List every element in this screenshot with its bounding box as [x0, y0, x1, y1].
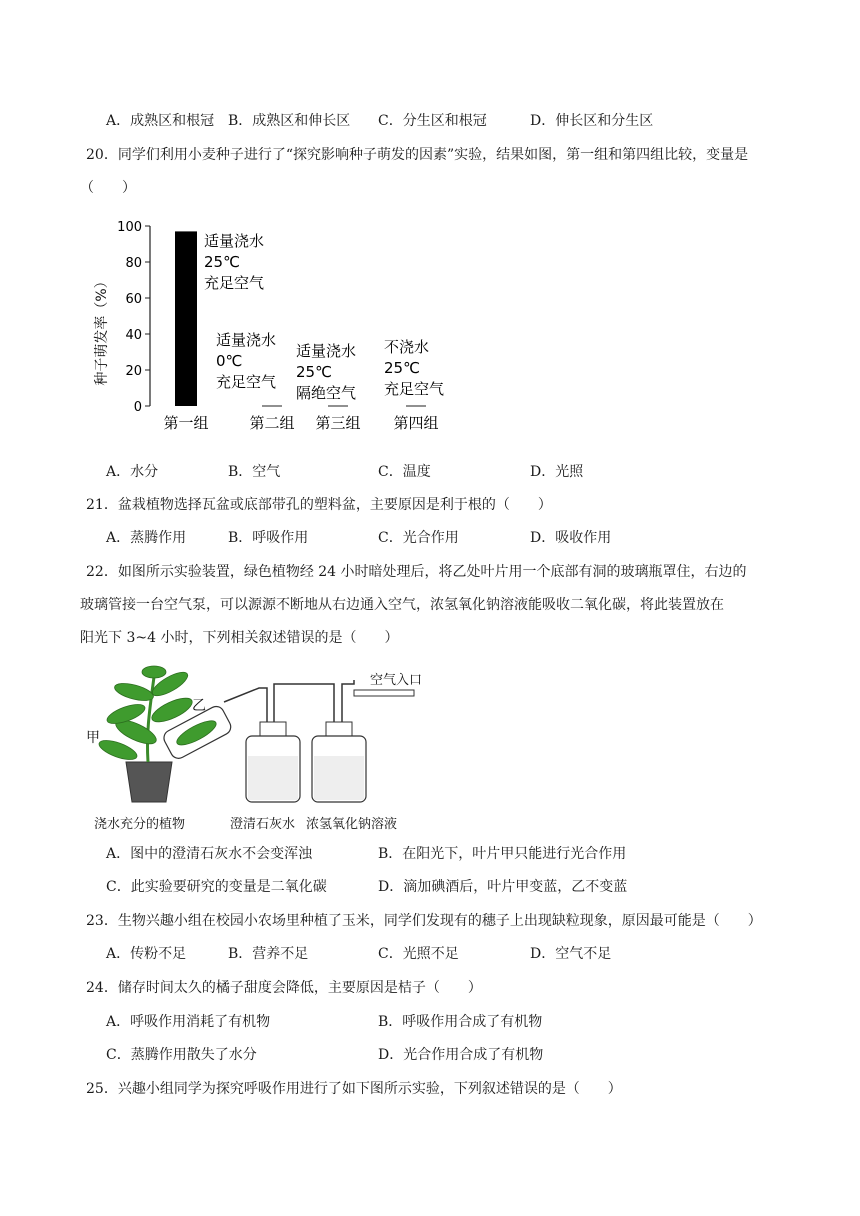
option-c: C．分生区和根冠 — [378, 113, 487, 129]
naoh-bottle — [312, 722, 366, 802]
y-tick-label: 0 — [133, 400, 142, 415]
option-d: D．空气不足 — [530, 946, 612, 962]
plant-label: 浇水充分的植物 — [94, 817, 186, 832]
question-24-stem: 24．储存时间太久的橘子甜度会降低，主要原因是桔子（ ） — [86, 980, 482, 996]
air-inlet-label: 空气入口 — [370, 673, 423, 688]
category-label: 第四组 — [393, 414, 439, 432]
question-21-stem: 21．盆栽植物选择瓦盆或底部带孔的塑料盆，主要原因是利于根的（ ） — [86, 497, 552, 513]
y-tick-label: 20 — [125, 364, 142, 379]
germination-bar-chart — [86, 212, 466, 442]
category-label: 第二组 — [249, 414, 295, 432]
limewater-label: 澄清石灰水 — [230, 817, 296, 832]
condition-label: 充足空气 — [384, 380, 445, 398]
limewater-bottle — [246, 722, 300, 802]
flower-pot — [126, 762, 172, 802]
option-b: B．呼吸作用合成了有机物 — [378, 1014, 543, 1030]
question-20-stem-line2: （ ） — [80, 180, 136, 196]
option-d: D．滴加碘酒后，叶片甲变蓝，乙不变蓝 — [378, 879, 628, 895]
air-inlet-tube — [354, 690, 414, 696]
condition-label: 0℃ — [216, 352, 243, 370]
option-b: B．成熟区和伸长区 — [228, 113, 351, 129]
connecting-tube — [342, 680, 354, 722]
option-a: A．呼吸作用消耗了有机物 — [106, 1014, 271, 1030]
option-a: A．成熟区和根冠 — [106, 113, 215, 129]
option-d: D．光照 — [530, 464, 584, 480]
option-c: C．温度 — [378, 464, 431, 480]
option-b: B．空气 — [228, 464, 281, 480]
option-c: C．光合作用 — [378, 530, 459, 546]
option-c: C．光照不足 — [378, 946, 459, 962]
bar — [175, 231, 197, 406]
leaf-yi-label: 乙 — [192, 698, 206, 714]
question-25-stem: 25．兴趣小组同学为探究呼吸作用进行了如下图所示实验，下列叙述错误的是（ ） — [86, 1081, 622, 1097]
condition-label: 25℃ — [384, 359, 420, 377]
question-22-stem-line1: 22．如图所示实验装置，绿色植物经 24 小时暗处理后，将乙处叶片用一个底部有洞的玻璃瓶罩住，右边的 — [86, 564, 747, 580]
condition-label: 适量浇水 — [296, 342, 357, 360]
y-tick-label: 100 — [117, 220, 142, 235]
option-c: C．蒸腾作用散失了水分 — [106, 1047, 257, 1063]
option-b: B．营养不足 — [228, 946, 309, 962]
experiment-apparatus-figure — [84, 662, 434, 834]
question-22-stem-line2: 玻璃管接一台空气泵，可以源源不断地从右边通入空气，浓氢氧化钠溶液能吸收二氧化碳，将此装置放在 — [80, 597, 724, 613]
y-tick-label: 80 — [125, 256, 142, 271]
naoh-label: 浓氢氧化钠溶液 — [306, 817, 398, 832]
condition-label: 不浇水 — [384, 338, 430, 356]
condition-label: 25℃ — [296, 363, 332, 381]
option-b: B．呼吸作用 — [228, 530, 309, 546]
condition-label: 25℃ — [204, 253, 240, 271]
leaf-jia-label: 甲 — [86, 730, 100, 746]
option-c: C．此实验要研究的变量是二氧化碳 — [106, 879, 327, 895]
option-d: D．光合作用合成了有机物 — [378, 1047, 544, 1063]
y-tick-label: 60 — [125, 292, 142, 307]
option-a: A．传粉不足 — [106, 946, 187, 962]
y-axis-label: 种子萌发率（%） — [94, 274, 110, 386]
condition-label: 充足空气 — [204, 274, 265, 292]
category-label: 第三组 — [315, 414, 361, 432]
option-b: B．在阳光下，叶片甲只能进行光合作用 — [378, 846, 627, 862]
connecting-tube — [224, 688, 267, 722]
option-a: A．蒸腾作用 — [106, 530, 187, 546]
category-label: 第一组 — [163, 414, 209, 432]
condition-label: 适量浇水 — [216, 331, 277, 349]
y-tick-label: 40 — [125, 328, 142, 343]
option-d: D．吸收作用 — [530, 530, 612, 546]
condition-label: 适量浇水 — [204, 232, 265, 250]
option-a: A．图中的澄清石灰水不会变浑浊 — [106, 846, 313, 862]
question-22-stem-line3: 阳光下 3~4 小时，下列相关叙述错误的是（ ） — [80, 630, 399, 646]
question-23-stem: 23．生物兴趣小组在校园小农场里种植了玉米，同学们发现有的穗子上出现缺粒现象，原因最可能是（ ） — [86, 913, 762, 929]
option-d: D．伸长区和分生区 — [530, 113, 654, 129]
condition-label: 充足空气 — [216, 373, 277, 391]
question-20-stem-line1: 20．同学们利用小麦种子进行了“探究影响种子萌发的因素”实验，结果如图，第一组和第四组比较，变量是 — [86, 147, 749, 163]
condition-label: 隔绝空气 — [296, 384, 357, 402]
option-a: A．水分 — [106, 464, 159, 480]
